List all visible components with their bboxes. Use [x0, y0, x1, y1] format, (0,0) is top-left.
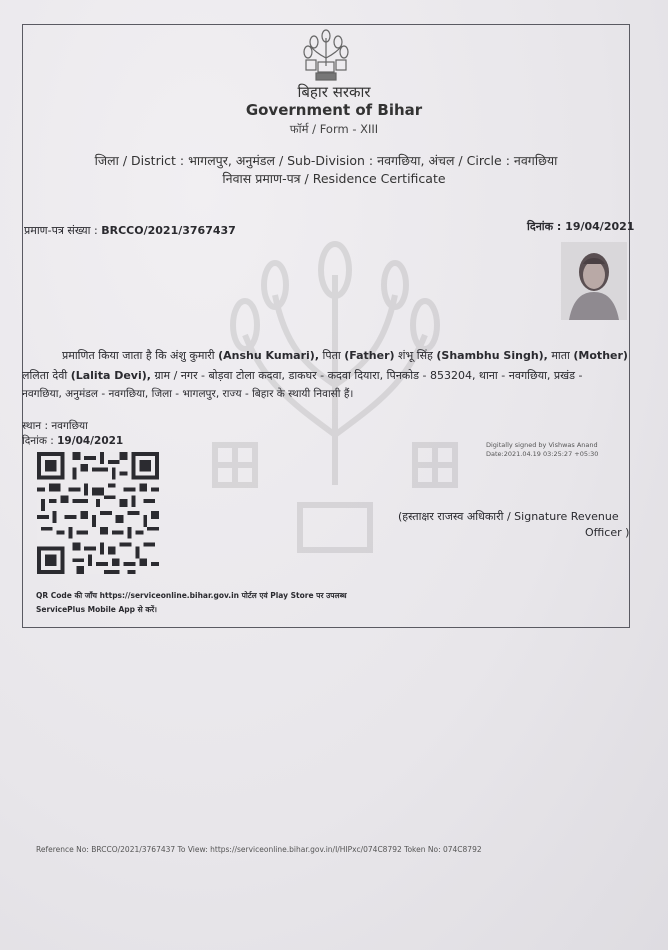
signature-line-2: Officer )	[585, 526, 630, 539]
subdivision-label: अनुमंडल / Sub-Division :	[235, 153, 374, 168]
govt-hindi-title: बिहार सरकार	[297, 83, 371, 101]
certificate-number	[24, 223, 236, 238]
certificate-title: निवास प्रमाण-पत्र / Residence Certificate	[222, 171, 446, 186]
qr-verification-note-2: ServicePlus Mobile App से करें।	[36, 605, 157, 614]
certificate-number-label: प्रमाण-पत्र संख्या :	[24, 224, 98, 237]
circle-label: अंचल / Circle :	[428, 153, 510, 168]
subdivision-value: नवगछिया,	[377, 153, 425, 168]
district-value: भागलपुर,	[188, 153, 232, 168]
bodhi-tree-watermark	[205, 235, 465, 605]
footer-date: दिनांक : 19/04/2021	[22, 435, 124, 447]
applicant-photo	[561, 242, 627, 320]
issue-date	[527, 219, 634, 234]
issue-date-value: 19/04/2021	[565, 220, 635, 233]
govt-english-title: Government of Bihar	[245, 101, 423, 119]
district-label: जिला / District :	[94, 153, 185, 168]
issue-date-label: दिनांक :	[527, 220, 562, 233]
qr-code	[36, 452, 160, 574]
digital-signature-line-2: Date:2021.04.19 03:25:27 +05:30	[486, 450, 599, 458]
form-number: फॉर्म / Form - XIII	[289, 122, 379, 136]
certificate-number-value: BRCCO/2021/3767437	[101, 224, 236, 237]
qr-verification-note-1: QR Code की जाँच https://serviceonline.bihar.gov.in पोर्टल एवं Play Store पर उपलब्ध	[36, 591, 347, 600]
signature-line-1: (हस्ताक्षर राजस्व अधिकारी / Signature Revenue	[398, 510, 619, 523]
body-line-2: ललिता देवी (Lalita Devi), ग्राम / नगर - बोड़वा टोला कदवा, डाकघर - कदवा दियारा, पिनकोड - 853204, थाना - नवगछिया, प्रखंड -	[22, 369, 583, 382]
bihar-emblem-icon	[296, 28, 356, 82]
digital-signature-line-1: Digitally signed by Vishwas Anand	[486, 441, 598, 449]
body-line-1: प्रमाणित किया जाता है कि अंशु कुमारी (Anshu Kumari), पिता (Father) शंभू सिंह (Shambhu Singh), माता (Mother)	[62, 349, 628, 362]
location-line	[0, 152, 660, 169]
circle-value: नवगछिया	[513, 153, 558, 168]
body-line-3: नवगछिया, अनुमंडल - नवगछिया, जिला - भागलपुर, राज्य - बिहार के स्थायी निवासी हैं।	[22, 388, 354, 400]
place: स्थान : नवगछिया	[22, 420, 88, 432]
reference-line: Reference No: BRCCO/2021/3767437 To View: https://serviceonline.bihar.gov.in/I/HIPxc/074C8792 Token No: 074C8792	[36, 845, 482, 854]
